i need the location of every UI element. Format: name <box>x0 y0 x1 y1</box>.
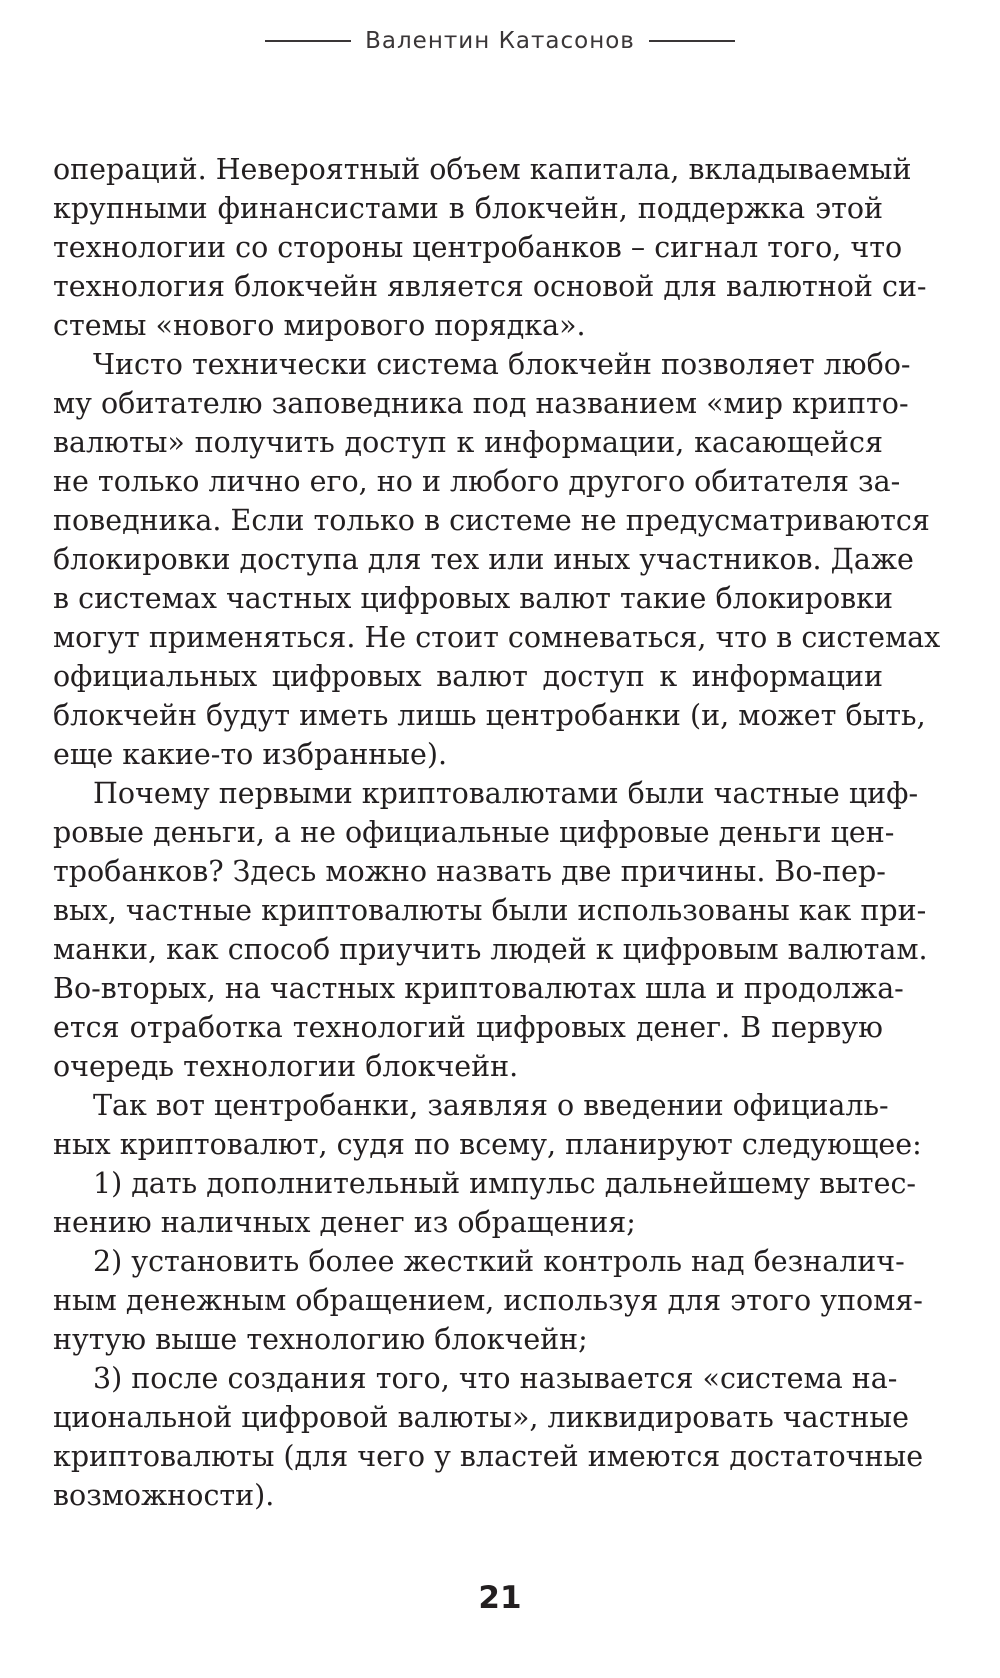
text-line: ровые деньги, а не официальные цифровые деньги цен- <box>53 816 895 849</box>
paragraph <box>53 1086 922 1164</box>
text-line: ется отработка технологий цифровых денег. В первую <box>53 1011 883 1044</box>
text-line: Чисто технически система блокчейн позволяет любо- <box>93 348 911 381</box>
running-head-rule-right <box>649 40 735 42</box>
text-line: стемы «нового мирового порядка». <box>53 309 586 342</box>
text-line: еще какие-то избранные). <box>53 738 448 771</box>
text-line: Во-вторых, на частных криптовалютах шла и продолжа- <box>53 972 904 1005</box>
text-line: очередь технологии блокчейн. <box>53 1050 519 1083</box>
running-head-author: Валентин Катасонов <box>365 28 635 54</box>
paragraph <box>53 345 941 774</box>
list-item <box>53 1359 924 1515</box>
text-line: официальных цифровых валют доступ к информации <box>53 660 883 693</box>
page-number: 21 <box>478 1580 522 1616</box>
text-line: ным денежным обращением, используя для этого упомя- <box>53 1284 923 1317</box>
text-line: вых, частные криптовалюты были использованы как при- <box>53 894 927 927</box>
text-line: могут применяться. Не стоит сомневаться, что в системах <box>53 621 941 654</box>
text-line: ных криптовалют, судя по всему, планируют следующее: <box>53 1128 922 1161</box>
text-line: технология блокчейн является основой для валютной си- <box>53 270 927 303</box>
paragraph <box>53 150 927 345</box>
text-line: блокчейн будут иметь лишь центробанки (и, может быть, <box>53 699 926 732</box>
text-line: нению наличных денег из обращения; <box>53 1206 636 1239</box>
text-line: циональной цифровой валюты», ликвидировать частные <box>53 1401 909 1434</box>
text-line: нутую выше технологию блокчейн; <box>53 1323 588 1356</box>
running-head-rule-left <box>265 40 351 42</box>
text-line: в системах частных цифровых валют такие блокировки <box>53 582 893 615</box>
list-item <box>53 1164 917 1242</box>
text-line: не только лично его, но и любого другого обитателя за- <box>53 465 901 498</box>
paragraph <box>53 774 928 1086</box>
text-line: технологии со стороны центробанков – сигнал того, что <box>53 231 903 264</box>
text-line: 3) после создания того, что называется «система на- <box>93 1362 898 1395</box>
text-line: крупными финансистами в блокчейн, поддержка этой <box>53 192 883 225</box>
text-line: криптовалюты (для чего у властей имеются достаточные <box>53 1440 924 1473</box>
text-line: поведника. Если только в системе не предусматриваются <box>53 504 930 537</box>
body-text <box>53 150 941 1515</box>
text-line: Так вот центробанки, заявляя о введении официаль- <box>93 1089 889 1122</box>
running-head <box>0 28 1000 54</box>
text-line: 1) дать дополнительный импульс дальнейшему вытес- <box>93 1167 917 1200</box>
list-item <box>53 1242 923 1359</box>
text-line: тробанков? Здесь можно назвать две причины. Во-пер- <box>53 855 886 888</box>
text-line: манки, как способ приучить людей к цифровым валютам. <box>53 933 928 966</box>
text-line: возможности). <box>53 1479 275 1512</box>
text-line: му обитателю заповедника под названием «мир крипто- <box>53 387 909 420</box>
text-line: Почему первыми криптовалютами были частные циф- <box>93 777 919 810</box>
text-line: 2) установить более жесткий контроль над безналич- <box>93 1245 905 1278</box>
text-line: блокировки доступа для тех или иных участников. Даже <box>53 543 914 576</box>
text-line: валюты» получить доступ к информации, касающейся <box>53 426 883 459</box>
text-line: операций. Невероятный объем капитала, вкладываемый <box>53 153 912 186</box>
